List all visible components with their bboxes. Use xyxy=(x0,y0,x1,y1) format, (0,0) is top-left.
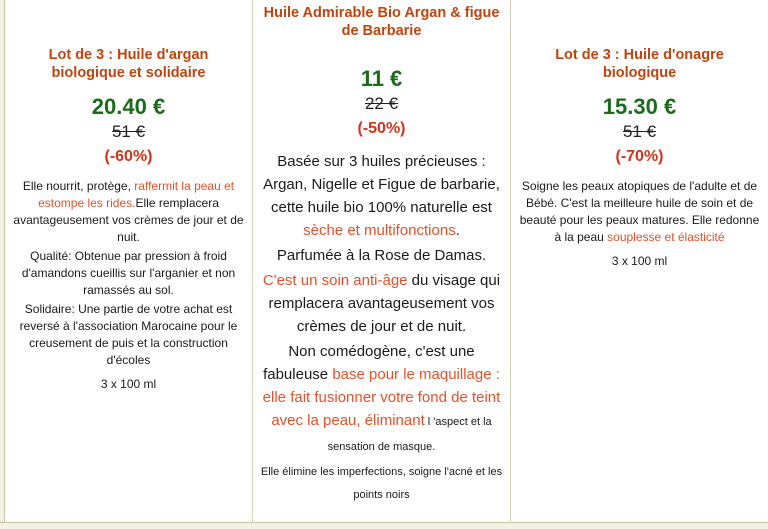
price-original: 51 € xyxy=(622,122,657,141)
product-card-huile-admirable xyxy=(252,0,511,523)
desc-text-highlight: souplesse et élasticité xyxy=(607,230,725,244)
product-title: Lot de 3 : Huile d'argan biologique et solidaire xyxy=(48,47,209,81)
product-card-onagre-lot3 xyxy=(511,0,768,282)
product-card-argan-lot3 xyxy=(5,0,252,405)
bottom-edge-rail xyxy=(0,522,768,529)
desc-text-plain-4: Non comédogène, c'est une fabuleuse xyxy=(263,343,475,383)
description-paragraph-2: Qualité: Obtenue par pression à froid d'amandons cueillis sur l'arganier et non ramassés au sol. xyxy=(21,249,236,297)
discount-badge: (-60%) xyxy=(104,148,153,165)
product-size: 3 x 100 ml xyxy=(100,377,157,391)
price-original: 22 € xyxy=(364,94,399,113)
product-description xyxy=(517,178,762,246)
description-paragraph-3: Solidaire: Une partie de votre achat est reversé à l'association Marocaine pour le creusement de puis et la construction d'écoles xyxy=(19,302,238,367)
description-paragraph-1 xyxy=(11,178,246,246)
product-description xyxy=(259,150,504,507)
desc-text-plain: Basée sur 3 huiles précieuses : Argan, Nigelle et Figue de barbarie, cette huile bio 100% naturelle est xyxy=(263,153,500,216)
price-current: 15.30 € xyxy=(602,94,677,119)
desc-text-highlight: raffermit la peau et estompe les rides. xyxy=(38,179,235,210)
description-paragraph-2: Parfumée à la Rose de Damas. xyxy=(276,247,487,264)
desc-text-highlight: sèche et multifonctions xyxy=(303,222,456,239)
description-paragraph-3 xyxy=(259,269,504,338)
description-paragraph-4 xyxy=(259,340,504,459)
desc-text-plain-3: du visage qui remplacera avantageusement vos crèmes de jour et de nuit. xyxy=(268,272,501,335)
discount-badge: (-70%) xyxy=(615,148,664,165)
description-paragraph-1 xyxy=(259,150,504,242)
desc-text-highlight-3: base pour le maquillage : elle fait fusionner votre fond de teint avec la peau, éliminant xyxy=(262,366,501,429)
desc-text-plain: Elle nourrit, protège, xyxy=(22,179,135,193)
desc-text-plain-2: Elle remplacera avantageusement vos crèmes de jour et de nuit. xyxy=(13,196,244,244)
product-size: 3 x 100 ml xyxy=(611,254,668,268)
desc-text-plain: Soigne les peaux atopiques de l'adulte et de Bébé. C'est la meilleure huile de soin et de beauté pour les peaux matures. Elle redonne à la peau xyxy=(519,179,760,244)
description-paragraph-5: Elle élimine les imperfections, soigne l'acné et les points noirs xyxy=(260,466,503,501)
discount-badge: (-50%) xyxy=(357,120,406,137)
product-title: Huile Admirable Bio Argan & figue de Barbarie xyxy=(263,5,500,39)
price-current: 20.40 € xyxy=(91,94,166,119)
product-description xyxy=(11,178,246,369)
desc-text-highlight-2: C'est un soin anti-âge xyxy=(262,272,408,289)
desc-text-plain-2: . xyxy=(455,222,460,239)
description-paragraph-1 xyxy=(517,178,762,246)
price-original: 51 € xyxy=(111,122,146,141)
product-title: Lot de 3 : Huile d'onagre biologique xyxy=(555,47,724,81)
price-current: 11 € xyxy=(360,66,403,91)
desc-text-plain-5: l 'aspect et la sensation de masque. xyxy=(327,416,492,453)
product-columns xyxy=(5,0,768,523)
